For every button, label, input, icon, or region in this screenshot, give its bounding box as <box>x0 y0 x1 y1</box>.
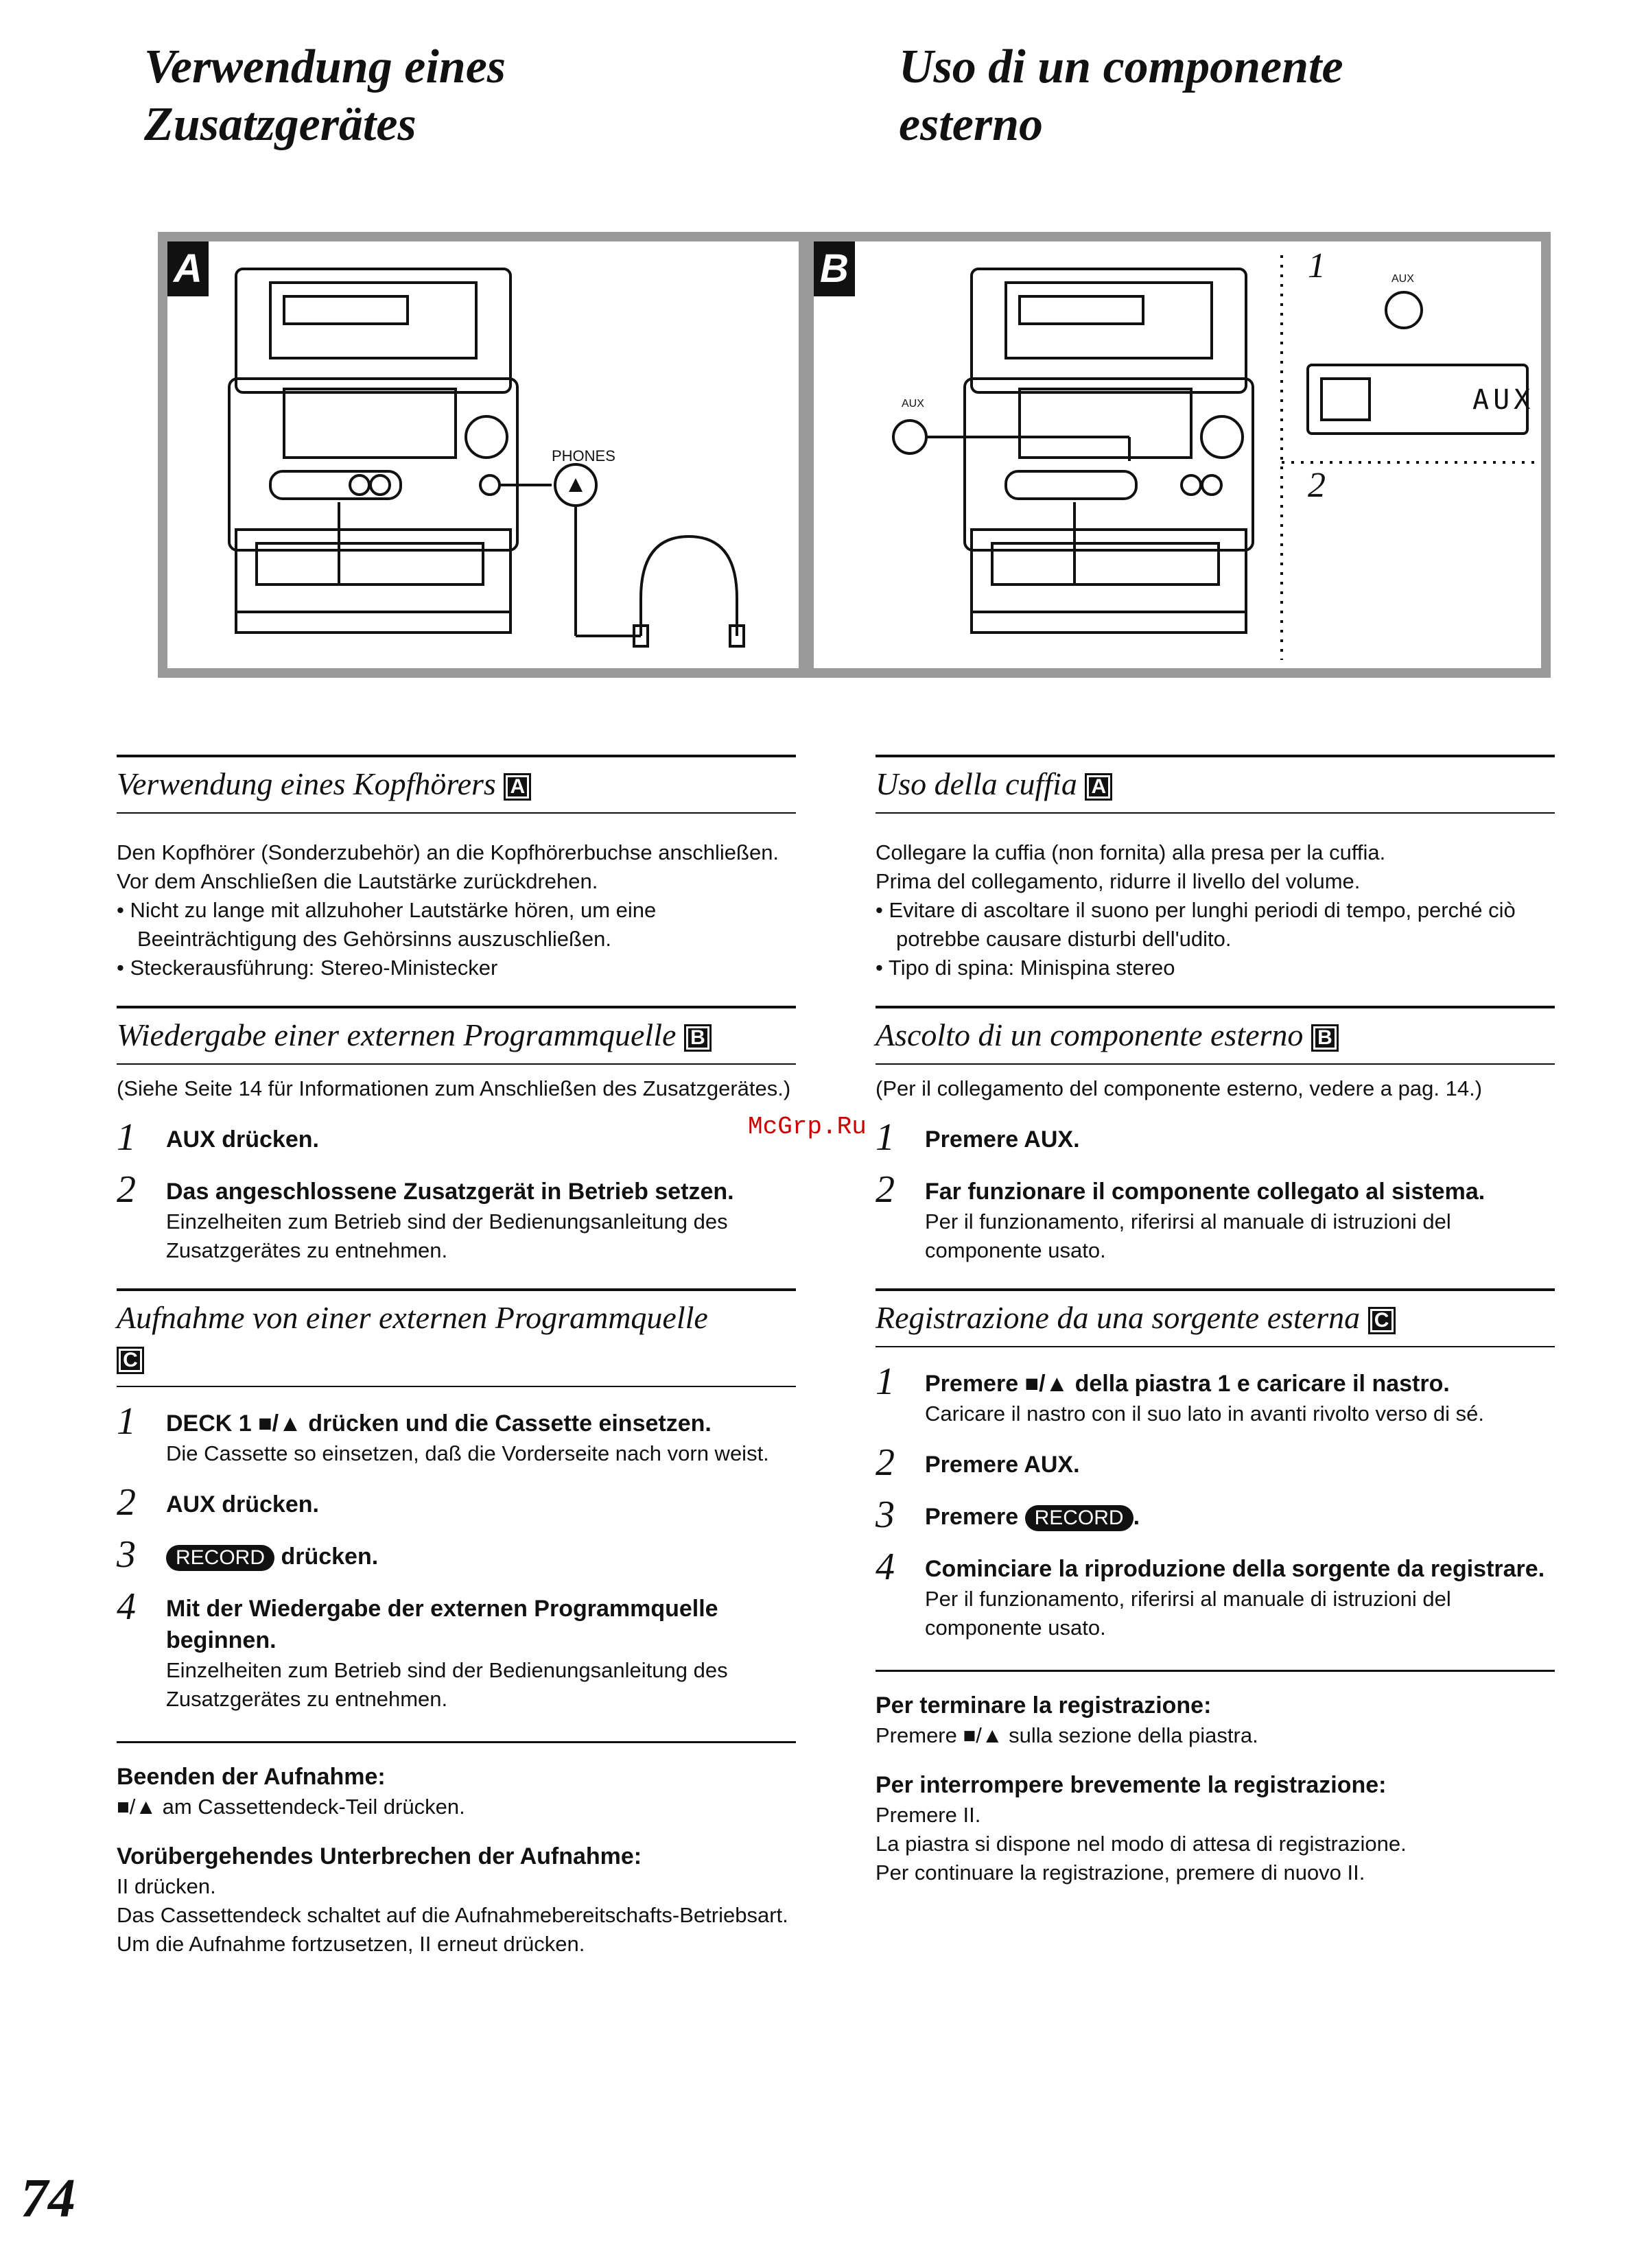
heading-it-playback: Ascolto di un componente esterno <box>876 1017 1304 1052</box>
heading-de-recording: Aufnahme von einer externen Programmquelle <box>117 1300 708 1335</box>
title-de-line1: Verwendung eines <box>144 40 506 93</box>
step <box>117 1400 796 1468</box>
note-heading: Vorübergehendes Unterbrechen der Aufnahme: <box>117 1843 642 1869</box>
tag-b: B <box>684 1024 712 1052</box>
step-number: 1 <box>117 1116 136 1159</box>
step-detail: Per il funzionamento, riferirsi al manuale di istruzioni del componente usato. <box>925 1587 1451 1640</box>
notes-de <box>117 1741 796 1959</box>
tag-b: B <box>1311 1024 1339 1052</box>
aux-label-panel: AUX <box>902 398 924 410</box>
step <box>876 1168 1555 1265</box>
step-number: 3 <box>876 1493 895 1536</box>
phones-label: PHONES <box>552 447 615 464</box>
title-de-line2: Zusatzgerätes <box>144 98 416 151</box>
note-text: Um die Aufnahme fortzusetzen, II erneut drücken. <box>117 1932 585 1956</box>
step <box>117 1585 796 1714</box>
stereo-aux-illustration <box>814 241 1541 668</box>
record-button-icon: RECORD <box>1025 1505 1133 1531</box>
step-heading: Premere ■/▲ della piastra 1 e caricare il nastro. <box>925 1371 1450 1397</box>
section-it-playback <box>876 1006 1555 1065</box>
step-heading: Premere AUX. <box>925 1126 1080 1153</box>
step-heading: Premere AUX. <box>925 1452 1080 1478</box>
tag-a: A <box>504 773 531 801</box>
step-heading: Mit der Wiedergabe der externen Programmquelle beginnen. <box>166 1596 718 1653</box>
step <box>876 1493 1555 1536</box>
step-number: 1 <box>876 1116 895 1159</box>
step-number: 4 <box>876 1546 895 1588</box>
bullet: • Nicht zu lange mit allzuhoher Lautstärke hören, um eine Beeinträchtigung des Gehörsinns auszuschließen. <box>117 898 657 951</box>
step-heading: Premere <box>925 1504 1019 1530</box>
step-number: 1 <box>876 1360 895 1403</box>
step-heading: AUX drücken. <box>166 1126 319 1153</box>
tag-c: C <box>117 1347 144 1374</box>
text: Prima del collegamento, ridurre il livello del volume. <box>876 869 1361 893</box>
note-text: Premere II. <box>876 1803 981 1827</box>
note-text: La piastra si dispone nel modo di attesa di registrazione. <box>876 1832 1407 1856</box>
bullet: • Tipo di spina: Minispina stereo <box>876 956 1175 980</box>
column-de <box>117 755 796 1959</box>
watermark: McGrp.Ru <box>748 1113 867 1141</box>
page-title-it <box>899 38 1343 154</box>
heading-de-playback: Wiedergabe einer externen Programmquelle <box>117 1017 677 1052</box>
step-number: 1 <box>117 1400 136 1443</box>
note-text: ■/▲ am Cassettendeck-Teil drücken. <box>117 1795 465 1819</box>
figure-step-2: 2 <box>1308 466 1326 505</box>
step-detail: Caricare il nastro con il suo lato in avanti rivolto verso di sé. <box>925 1402 1484 1426</box>
figure-b-label: B <box>814 241 855 296</box>
note-text: Premere ■/▲ sulla sezione della piastra. <box>876 1723 1258 1747</box>
step-number: 2 <box>117 1168 136 1211</box>
step-number: 2 <box>876 1441 895 1484</box>
step-heading: DECK 1 ■/▲ drücken und die Cassette einsetzen. <box>166 1410 712 1437</box>
note-heading: Per terminare la registrazione: <box>876 1692 1212 1718</box>
step <box>876 1116 1555 1159</box>
bullet: • Steckerausführung: Stereo-Ministecker <box>117 956 498 980</box>
note-heading: Beenden der Aufnahme: <box>117 1764 386 1790</box>
text: (Per il collegamento del componente esterno, vedere a pag. 14.) <box>876 1076 1483 1100</box>
step-number: 2 <box>876 1168 895 1211</box>
step-number: 4 <box>117 1585 136 1628</box>
section-de-playback <box>117 1006 796 1065</box>
column-it <box>876 755 1555 1887</box>
note-text: Das Cassettendeck schaltet auf die Aufnahmebereitschafts-Betriebsart. <box>117 1903 788 1927</box>
step <box>876 1441 1555 1484</box>
aux-label-button: AUX <box>1391 273 1414 285</box>
note-heading: Per interrompere brevemente la registrazione: <box>876 1772 1387 1798</box>
note-text: Per continuare la registrazione, premere di nuovo II. <box>876 1861 1365 1885</box>
section-de-recording <box>117 1288 796 1387</box>
display-readout: AUX <box>1472 384 1535 416</box>
step-heading: AUX drücken. <box>166 1491 319 1517</box>
heading-it-headphones: Uso della cuffia <box>876 766 1077 801</box>
figure-step-1: 1 <box>1308 246 1326 285</box>
tag-a: A <box>1085 773 1112 801</box>
title-it-line1: Uso di un componente <box>899 40 1343 93</box>
text: Vor dem Anschließen die Lautstärke zurückdrehen. <box>117 869 598 893</box>
step-heading: Cominciare la riproduzione della sorgente da registrare. <box>925 1556 1545 1582</box>
step <box>117 1116 796 1159</box>
step-heading-end: . <box>1133 1504 1140 1530</box>
heading-it-recording: Registrazione da una sorgente esterna <box>876 1300 1361 1335</box>
step <box>876 1360 1555 1428</box>
text: Den Kopfhörer (Sonderzubehör) an die Kopfhörerbuchse anschließen. <box>117 840 779 864</box>
step-heading: Far funzionare il componente collegato al sistema. <box>925 1179 1485 1205</box>
title-it-line2: esterno <box>899 98 1043 151</box>
text: Collegare la cuffia (non fornita) alla presa per la cuffia. <box>876 840 1386 864</box>
notes-it <box>876 1670 1555 1887</box>
record-button-icon: RECORD <box>166 1545 274 1571</box>
step-heading: Das angeschlossene Zusatzgerät in Betrieb setzen. <box>166 1179 734 1205</box>
step-detail: Per il funzionamento, riferirsi al manuale di istruzioni del componente usato. <box>925 1209 1451 1262</box>
step-number: 2 <box>117 1481 136 1524</box>
bullet: • Evitare di ascoltare il suono per lunghi periodi di tempo, perché ciò potrebbe causare disturbi dell'udito. <box>876 898 1516 951</box>
page-number: 74 <box>21 2169 75 2229</box>
step <box>117 1481 796 1524</box>
step <box>117 1533 796 1576</box>
step-number: 3 <box>117 1533 136 1576</box>
step-detail: Die Cassette so einsetzen, daß die Vorderseite nach vorn weist. <box>166 1441 769 1465</box>
step-heading: drücken. <box>281 1544 379 1570</box>
tag-c: C <box>1368 1307 1396 1334</box>
text: (Siehe Seite 14 für Informationen zum Anschließen des Zusatzgerätes.) <box>117 1076 791 1100</box>
stereo-headphones-illustration <box>167 241 799 668</box>
step-detail: Einzelheiten zum Betrieb sind der Bedienungsanleitung des Zusatzgerätes zu entnehmen. <box>166 1658 728 1711</box>
figure-a <box>158 232 808 678</box>
figure-a-label: A <box>167 241 209 296</box>
note-text: II drücken. <box>117 1874 216 1898</box>
page-title-de <box>144 38 506 154</box>
section-it-recording <box>876 1288 1555 1347</box>
section-de-headphones <box>117 755 796 814</box>
step <box>876 1546 1555 1642</box>
section-it-headphones <box>876 755 1555 814</box>
step <box>117 1168 796 1265</box>
figure-b <box>804 232 1551 678</box>
step-detail: Einzelheiten zum Betrieb sind der Bedienungsanleitung des Zusatzgerätes zu entnehmen. <box>166 1209 728 1262</box>
heading-de-headphones: Verwendung eines Kopfhörers <box>117 766 496 801</box>
